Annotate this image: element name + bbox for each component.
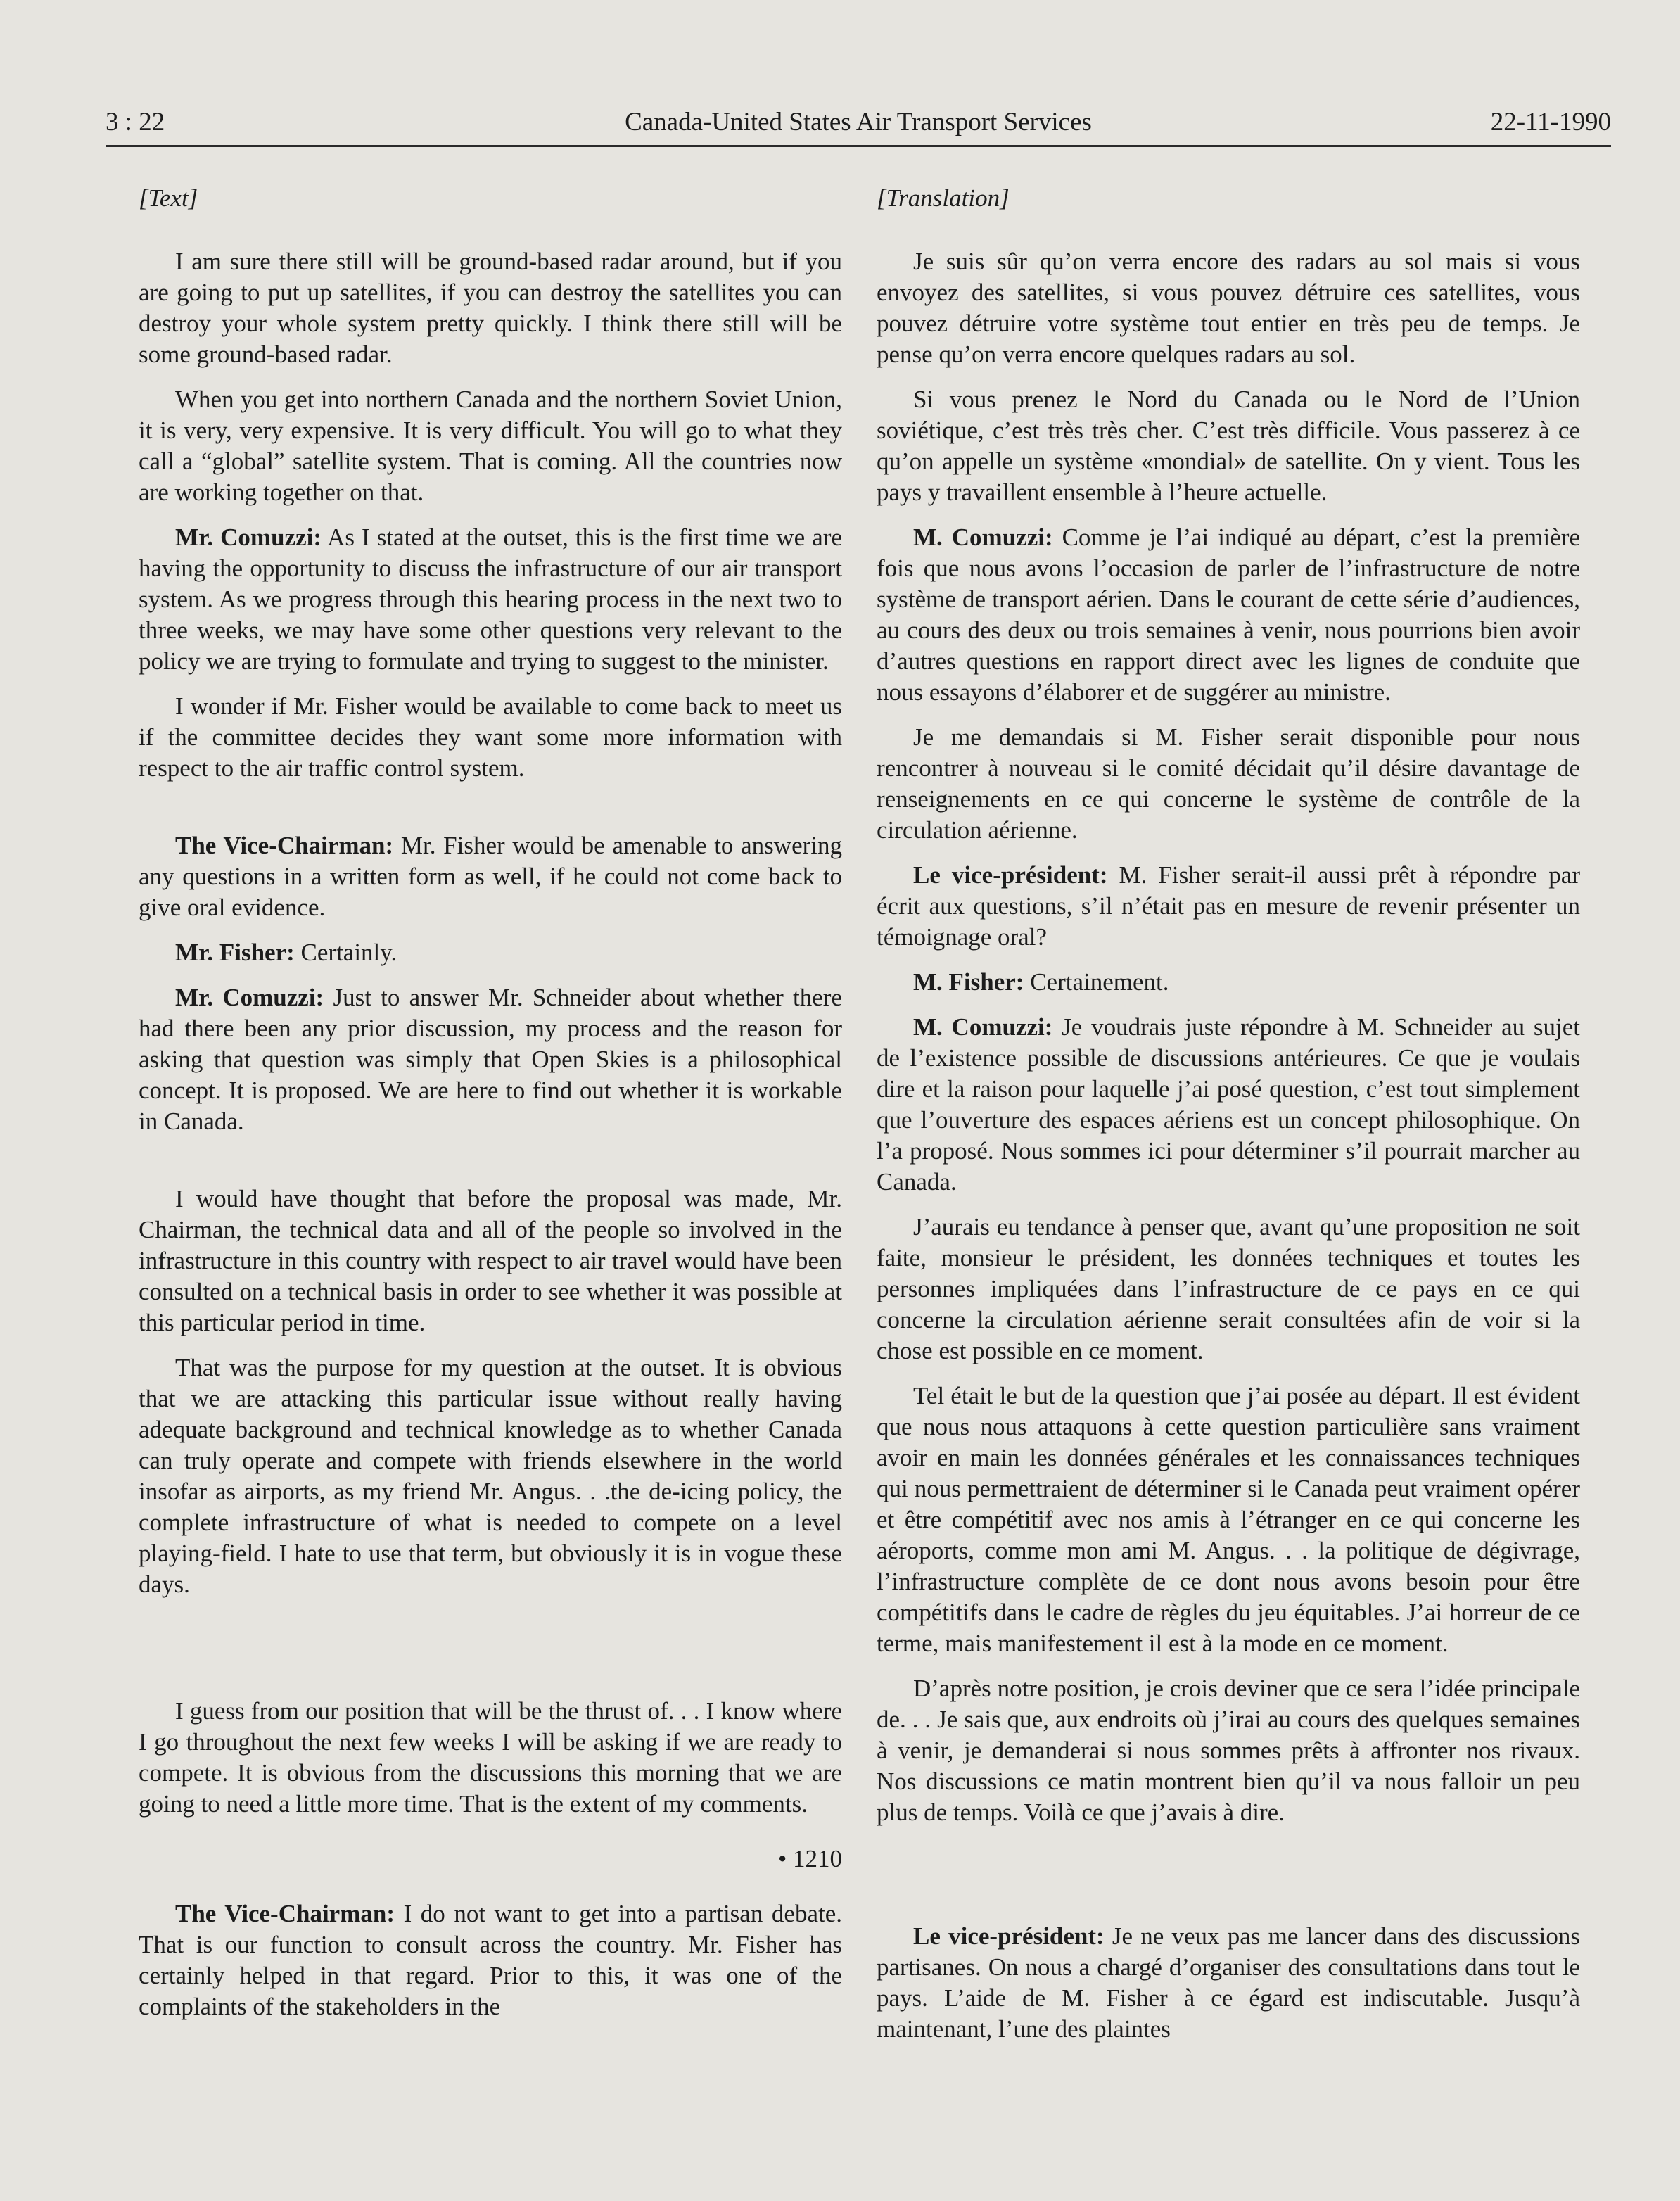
paragraph (139, 1352, 842, 1600)
speaker-name: M. Comuzzi: (913, 1013, 1053, 1041)
paragraph-text: Tel était le but de la question que j’ai posée au départ. Il est évident que nous nous attaquons à cette question particulière sans vraiment avoir en main les données générales et les connaissances techniques qui nous permettraient de déterminer si le Canada peut vraiment opérer et être compétitif avec nos amis à l’étranger en ce qui concerne les aéroports, comme mon ami M. Angus. . . la politique de dégivrage, l’infrastructure complète de ce dont nous avons besoin pour être compétitifs dans le cadre de règles du jeu équitables. J’ai horreur de ce terme, mais manifestement il est à la mode en ce moment. (877, 1382, 1580, 1657)
speech (877, 967, 1580, 998)
translation-label: [Translation] (877, 184, 1010, 212)
speaker-name: Mr. Fisher: (175, 939, 295, 966)
header-date: 22-11-1990 (1490, 108, 1611, 137)
speaker-name: M. Fisher: (913, 968, 1024, 996)
english-column (139, 184, 842, 2036)
paragraph (877, 246, 1580, 370)
paragraph-text: Je me demandais si M. Fisher serait disponible pour nous rencontrer à nouveau si le comité décidait qu’il désire davantage de renseignements en ce qui concerne le système de contrôle de la circulation aérienne. (877, 723, 1580, 844)
speech (139, 1898, 842, 2022)
text-label: [Text] (139, 184, 198, 212)
speaker-name: The Vice-Chairman: (175, 832, 394, 859)
speaker-name: Le vice-président: (913, 861, 1108, 889)
speech (877, 860, 1580, 953)
time-marker: • 1210 (777, 1845, 842, 1872)
running-header (106, 106, 1611, 147)
paragraph-text: I wonder if Mr. Fisher would be available to come back to meet us if the committee decides they want some more information with respect to the air traffic control system. (139, 692, 842, 782)
speech-text: M. Fisher serait-il aussi prêt à répondre par écrit aux questions, s’il n’était pas en mesure de revenir présenter un témoignage oral? (877, 861, 1580, 951)
paragraph-text: When you get into northern Canada and the northern Soviet Union, it is very, very expensive. It is very difficult. You will go to what they call a “global” satellite system. That is coming. All the countries now are working together on that. (139, 386, 842, 506)
paragraph-text: D’après notre position, je crois deviner que ce sera l’idée principale de. . . Je sais que, aux endroits où j’irai au cours des quelques semaines à venir, je demanderai si nous sommes prêts à affronter nos rivaux. Nos discussions ce matin montrent bien qu’il va nous falloir un peu plus de temps. Voilà ce que j’avais à dire. (877, 1675, 1580, 1826)
paragraph (877, 384, 1580, 508)
paragraph-text: Si vous prenez le Nord du Canada ou le Nord de l’Union soviétique, c’est très très cher. C’est très difficile. Vous passerez à ce qu’on appelle un système «mondial» de satellite. On y vient. Tous les pays y travaillent ensemble à l’heure actuelle. (877, 386, 1580, 506)
speech-text: As I stated at the outset, this is the first time we are having the opportunity to discuss the infrastructure of our air transport system. As we progress through this hearing process in the next two to three weeks, we may have some other questions very relevant to the policy we are trying to formulate and trying to suggest to the minister. (139, 524, 842, 675)
paragraph (877, 1381, 1580, 1659)
paragraph-text: Je suis sûr qu’on verra encore des radars au sol mais si vous envoyez des satellites, si vous pouvez détruire ces satellites, vous pouvez détruire votre système tout entier en très peu de temps. Je pense qu’on verra encore quelques radars au sol. (877, 248, 1580, 368)
paragraph-text: J’aurais eu tendance à penser que, avant qu’une proposition ne soit faite, monsieur le président, les données techniques et toutes les personnes impliquées dans l’infrastructure de ce pays en ce qui concerne la circulation aérienne serait consultées afin de voir si la chose est possible en ce moment. (877, 1213, 1580, 1364)
paragraph (139, 1696, 842, 1820)
paragraph (139, 384, 842, 508)
marker-spacer (877, 1842, 1580, 1921)
paragraph-text: I would have thought that before the proposal was made, Mr. Chairman, the technical data and all of the people so involved in the infrastructure in this country with respect to air travel would have been consulted on a technical basis in order to see whether it was possible at this particular period in time. (139, 1185, 842, 1336)
speaker-name: Mr. Comuzzi: (175, 524, 322, 551)
running-title: Canada-United States Air Transport Services (625, 108, 1092, 137)
speech-text: Just to answer Mr. Schneider about whether there had there been any prior discussion, my process and the reason for asking that question was simply that Open Skies is a philosophical concept. It is proposed. We are here to find out whether it is workable in Canada. (139, 984, 842, 1135)
speech-text: Certainement. (1024, 968, 1169, 996)
paragraph (139, 691, 842, 784)
speaker-name: The Vice-Chairman: (175, 1900, 395, 1927)
speech-text: Je ne veux pas me lancer dans des discussions partisanes. On nous a chargé d’organiser des consultations dans tout le pays. L’aide de M. Fisher à ce égard est indiscutable. Jusqu’à maintenant, l’une des plaintes (877, 1922, 1580, 2043)
speech (877, 1012, 1580, 1198)
speaker-name: Mr. Comuzzi: (175, 984, 324, 1011)
paragraph (877, 1212, 1580, 1366)
paragraph (877, 722, 1580, 846)
speech-text: Comme je l’ai indiqué au départ, c’est la première fois que nous avons l’occasion de parler de l’infrastructure de notre système de transport aérien. Dans le courant de cette série d’audiences, au cours des deux ou trois semaines à venir, nous pourrions bien avoir d’autres questions en rapport direct avec les lignes de conduite que nous essayons d’élaborer et de suggérer au ministre. (877, 524, 1580, 706)
speaker-name: Le vice-président: (913, 1922, 1105, 1950)
paragraph-text: That was the purpose for my question at the outset. It is obvious that we are attacking this particular issue without really having adequate background and technical knowledge as to whether Canada can truly operate and compete with friends elsewhere in the world insofar as airports, as my friend Mr. Angus. . .the de-icing policy, the complete infrastructure of what is needed to compete on a level playing-field. I hate to use that term, but obviously it is in vogue these days. (139, 1354, 842, 1598)
speech (877, 522, 1580, 708)
speech (139, 982, 842, 1137)
speech (139, 937, 842, 968)
speech-text: Certainly. (294, 939, 397, 966)
speech (139, 830, 842, 923)
speech-text: I do not want to get into a partisan debate. That is our function to consult across the country. Mr. Fisher has certainly helped in that regard. Prior to this, it was one of the complaints of the stakeholders in the (139, 1900, 842, 2020)
french-column (877, 184, 1580, 2059)
paragraph (139, 246, 842, 370)
paragraph-text: I guess from our position that will be the thrust of. . . I know where I go throughout the next few weeks I will be asking if we are ready to compete. It is obvious from the discussions this morning that we are going to need a little more time. That is the extent of my comments. (139, 1697, 842, 1818)
speech-text: Je voudrais juste répondre à M. Schneider au sujet de l’existence possible de discussions antérieures. Ce que je voulais dire et la raison pour laquelle j’ai posé question, c’est tout simplement que l’ouverture des espaces aériens est un concept philosophique. On l’a proposé. Nous sommes ici pour déterminer s’il pourrait marcher au Canada. (877, 1013, 1580, 1195)
speech (139, 522, 842, 677)
page-reference: 3 : 22 (106, 108, 165, 137)
speaker-name: M. Comuzzi: (913, 524, 1053, 551)
paragraph-text: I am sure there still will be ground-based radar around, but if you are going to put up satellites, if you can destroy the satellites you can destroy your whole system pretty quickly. I think there still will be some ground-based radar. (139, 248, 842, 368)
paragraph (877, 1673, 1580, 1828)
paragraph (139, 1184, 842, 1338)
speech (877, 1921, 1580, 2045)
speech-text: Mr. Fisher would be amenable to answering any questions in a written form as well, if he could not come back to give oral evidence. (139, 832, 842, 921)
